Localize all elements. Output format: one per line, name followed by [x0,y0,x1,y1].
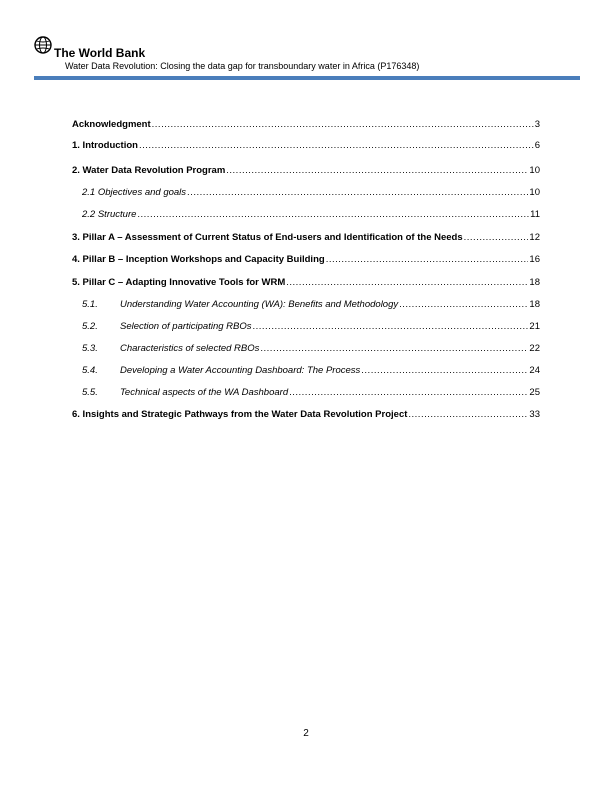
organization-name: The World Bank [54,46,146,60]
toc-entry-page: 18 [529,277,540,288]
toc-entry-title: 3. Pillar A – Assessment of Current Status of End-users and Identification of the Needs [72,232,463,243]
toc-dot-leader [361,364,528,378]
toc-entry-page: 24 [529,365,540,376]
toc-entry[interactable] [72,276,540,290]
toc-dot-leader [260,342,528,356]
toc-entry[interactable] [82,298,540,312]
toc-dot-leader [139,139,534,153]
toc-entry-page: 10 [529,165,540,176]
toc-entry-number: 5.5. [82,387,98,398]
toc-entry[interactable] [72,118,540,132]
toc-dot-leader [289,386,528,400]
toc-dot-leader [137,208,529,222]
toc-dot-leader [408,408,528,422]
toc-dot-leader [152,118,534,132]
toc-dot-leader [226,164,528,178]
toc-entry-number: 5.2. [82,321,98,332]
toc-entry[interactable] [82,320,540,334]
toc-entry-page: 18 [529,299,540,310]
toc-entry-number: 5.1. [82,299,98,310]
toc-entry-title: Acknowledgment [72,119,151,130]
toc-entry[interactable] [72,253,540,267]
toc-entry-number: 5.3. [82,343,98,354]
toc-entry-number: 5.4. [82,365,98,376]
toc-dot-leader [399,298,528,312]
toc-entry-title: Selection of participating RBOs [120,321,252,332]
toc-entry-title: 4. Pillar B – Inception Workshops and Capacity Building [72,254,325,265]
toc-entry[interactable] [72,139,540,153]
toc-entry[interactable] [82,364,540,378]
project-title: Water Data Revolution: Closing the data gap for transboundary water in Africa (P176348) [65,61,420,71]
toc-entry-title: 5. Pillar C – Adapting Innovative Tools for WRM [72,277,286,288]
header-rule [34,76,580,80]
toc-entry[interactable] [72,231,540,245]
world-bank-globe-icon [34,36,52,54]
toc-dot-leader [464,231,529,245]
toc-entry-title: 2. Water Data Revolution Program [72,165,226,176]
toc-entry[interactable] [82,186,540,200]
toc-entry-page: 25 [529,387,540,398]
toc-entry-page: 22 [529,343,540,354]
toc-entry[interactable] [82,342,540,356]
toc-entry[interactable] [72,408,540,422]
toc-entry-page: 11 [530,209,540,220]
toc-dot-leader [187,186,528,200]
toc-entry-page: 16 [529,254,540,265]
toc-entry-page: 21 [529,321,540,332]
toc-entry[interactable] [82,208,540,222]
toc-entry-page: 33 [529,409,540,420]
toc-entry-title: 2.1 Objectives and goals [82,187,187,198]
toc-entry-page: 10 [529,187,540,198]
toc-entry-title: 2.2 Structure [82,209,137,220]
toc-entry-title: 1. Introduction [72,140,138,151]
toc-entry-title: 6. Insights and Strategic Pathways from the Water Data Revolution Project [72,409,408,420]
toc-dot-leader [252,320,528,334]
toc-dot-leader [286,276,528,290]
toc-entry-page: 12 [529,232,540,243]
toc-entry-page: 3 [534,119,540,130]
toc-entry-page: 6 [534,140,540,151]
toc-dot-leader [326,253,529,267]
toc-entry-title: Characteristics of selected RBOs [120,343,260,354]
toc-entry-title: Understanding Water Accounting (WA): Benefits and Methodology [120,299,399,310]
toc-entry-title: Technical aspects of the WA Dashboard [120,387,289,398]
toc-entry[interactable] [72,164,540,178]
toc-entry-title: Developing a Water Accounting Dashboard: The Process [120,365,361,376]
toc-entry[interactable] [82,386,540,400]
page-number: 2 [303,728,309,739]
